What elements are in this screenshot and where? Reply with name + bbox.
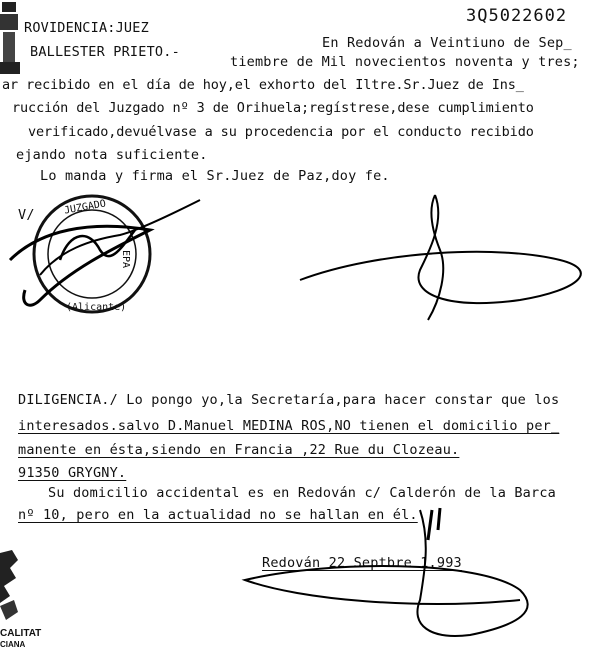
stamp-side-text: EPA bbox=[120, 250, 131, 269]
diligencia-line-6: nº 10, pero en la actualidad no se hallan en él. bbox=[18, 507, 418, 523]
margin-mark: V/ bbox=[18, 207, 35, 223]
diligencia-line-4: 91350 GRYGNY. bbox=[18, 465, 127, 481]
providencia-line-6: ejando nota suficiente. bbox=[16, 147, 208, 163]
diligencia-line-1: DILIGENCIA./ Lo pongo yo,la Secretaría,para hacer constar que los bbox=[18, 392, 560, 408]
providencia-line-7: Lo manda y firma el Sr.Juez de Paz,doy fe. bbox=[40, 168, 390, 184]
document-number: 3Q5022602 bbox=[466, 6, 568, 26]
diligencia-line-2: interesados.salvo D.Manuel MEDINA ROS,NO tienen el domicilio per_ bbox=[18, 418, 560, 434]
generalitat-logo bbox=[0, 548, 40, 650]
logo-text: CALITAT bbox=[0, 628, 42, 639]
providencia-line-5: verificado,devuélvase a su procedencia por el conducto recibido bbox=[28, 124, 534, 140]
date-line: Redován 22 Septbre 1.993 bbox=[262, 555, 462, 571]
secretary-signature bbox=[0, 500, 600, 650]
stamp-top-text: JUZGADO bbox=[63, 198, 107, 217]
diligencia-line-3: manente en ésta,siendo en Francia ,22 Rue du Clozeau. bbox=[18, 442, 460, 458]
coat-of-arms-emblem bbox=[0, 0, 22, 80]
providencia-line-1: En Redován a Veintiuno de Sep_ bbox=[322, 35, 572, 51]
providencia-line-2: tiembre de Mil novecientos noventa y tres; bbox=[230, 54, 580, 70]
court-stamp bbox=[0, 190, 600, 350]
providencia-line-3: ar recibido en el día de hoy,el exhorto del Iltre.Sr.Juez de Ins_ bbox=[2, 77, 524, 93]
providencia-line-4: rucción del Juzgado nº 3 de Orihuela;regístrese,dese cumplimiento bbox=[12, 100, 534, 116]
logo-subtext: CIANA bbox=[0, 640, 26, 649]
diligencia-line-5: Su domicilio accidental es en Redován c/ Calderón de la Barca bbox=[48, 485, 556, 501]
providencia-header: ROVIDENCIA:JUEZ bbox=[24, 20, 149, 36]
stamp-bottom-text: (Alicante) bbox=[66, 302, 127, 313]
judge-name: BALLESTER PRIETO.- bbox=[30, 44, 180, 60]
